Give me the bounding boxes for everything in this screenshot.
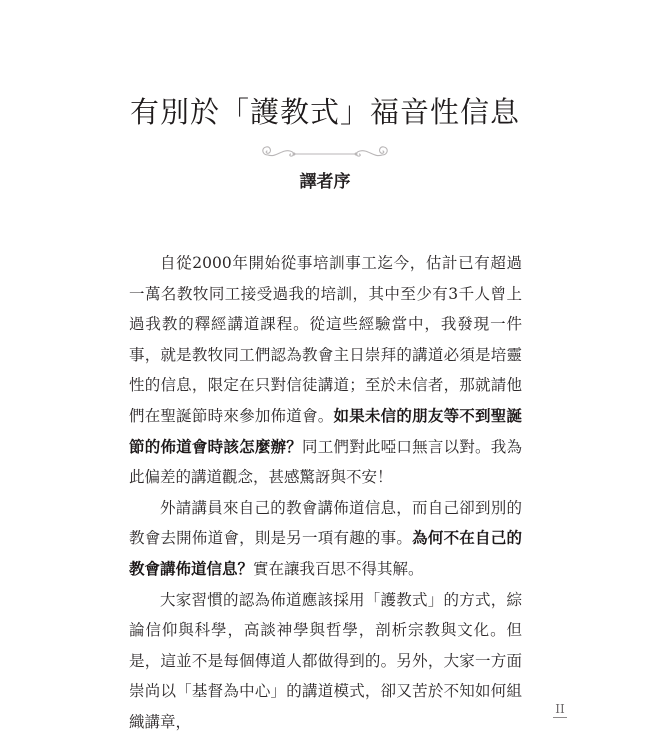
paragraph-2-emphasis: 為何不在自己的教會講佈道信息？ (129, 529, 522, 578)
flourish-divider-icon (258, 143, 392, 165)
paragraph-1-text-2: 同工們對此啞口無言以對。我為此偏差的講道觀念，甚感驚訝與不安！ (129, 437, 522, 487)
page-number: II (555, 702, 565, 716)
paragraph-1-text-1: 自從2000年開始從事培訓事工迄今，估計已有超過一萬名教牧同工接受過我的培訓，其中至少有3千人曾上過我教的釋經講道課程。從這些經驗當中，我發現一件事，就是教牧同工們認為教會主日崇拜的講道必須是培靈性的信息，限定在只對信徒講道；至於未信者，那就請他們在聖誕節時來參加佈道會。 (129, 254, 522, 425)
paragraph-2-text-2: 實在讓我百思不得其解。 (253, 559, 424, 578)
paragraph-3 (129, 585, 522, 738)
paragraph-2-text-1: 外請講員來自己的教會講佈道信息，而自己卻到別的教會去開佈道會，則是另一項有趣的事。 (129, 498, 522, 548)
page-number-rule (553, 717, 567, 718)
chapter-subtitle: 譯者序 (299, 172, 351, 192)
chapter-title: 有別於「護教式」福音性信息 (129, 95, 520, 129)
paragraph-2 (129, 493, 522, 585)
paragraph-1 (129, 248, 522, 493)
paragraph-3-text-1: 大家習慣的認為佈道應該採用「護教式」的方式，綜論信仰與科學，高談神學與哲學，剖析宗教與文化。但是，這並不是每個傳道人都做得到的。另外，大家一方面崇尚以「基督為中心」的講道模式，卻又苦於不知如何組織講章， (129, 590, 522, 731)
paragraph-1-emphasis: 如果未信的朋友等不到聖誕節的佈道會時該怎麼辦？ (129, 406, 522, 456)
body-text (129, 248, 522, 738)
